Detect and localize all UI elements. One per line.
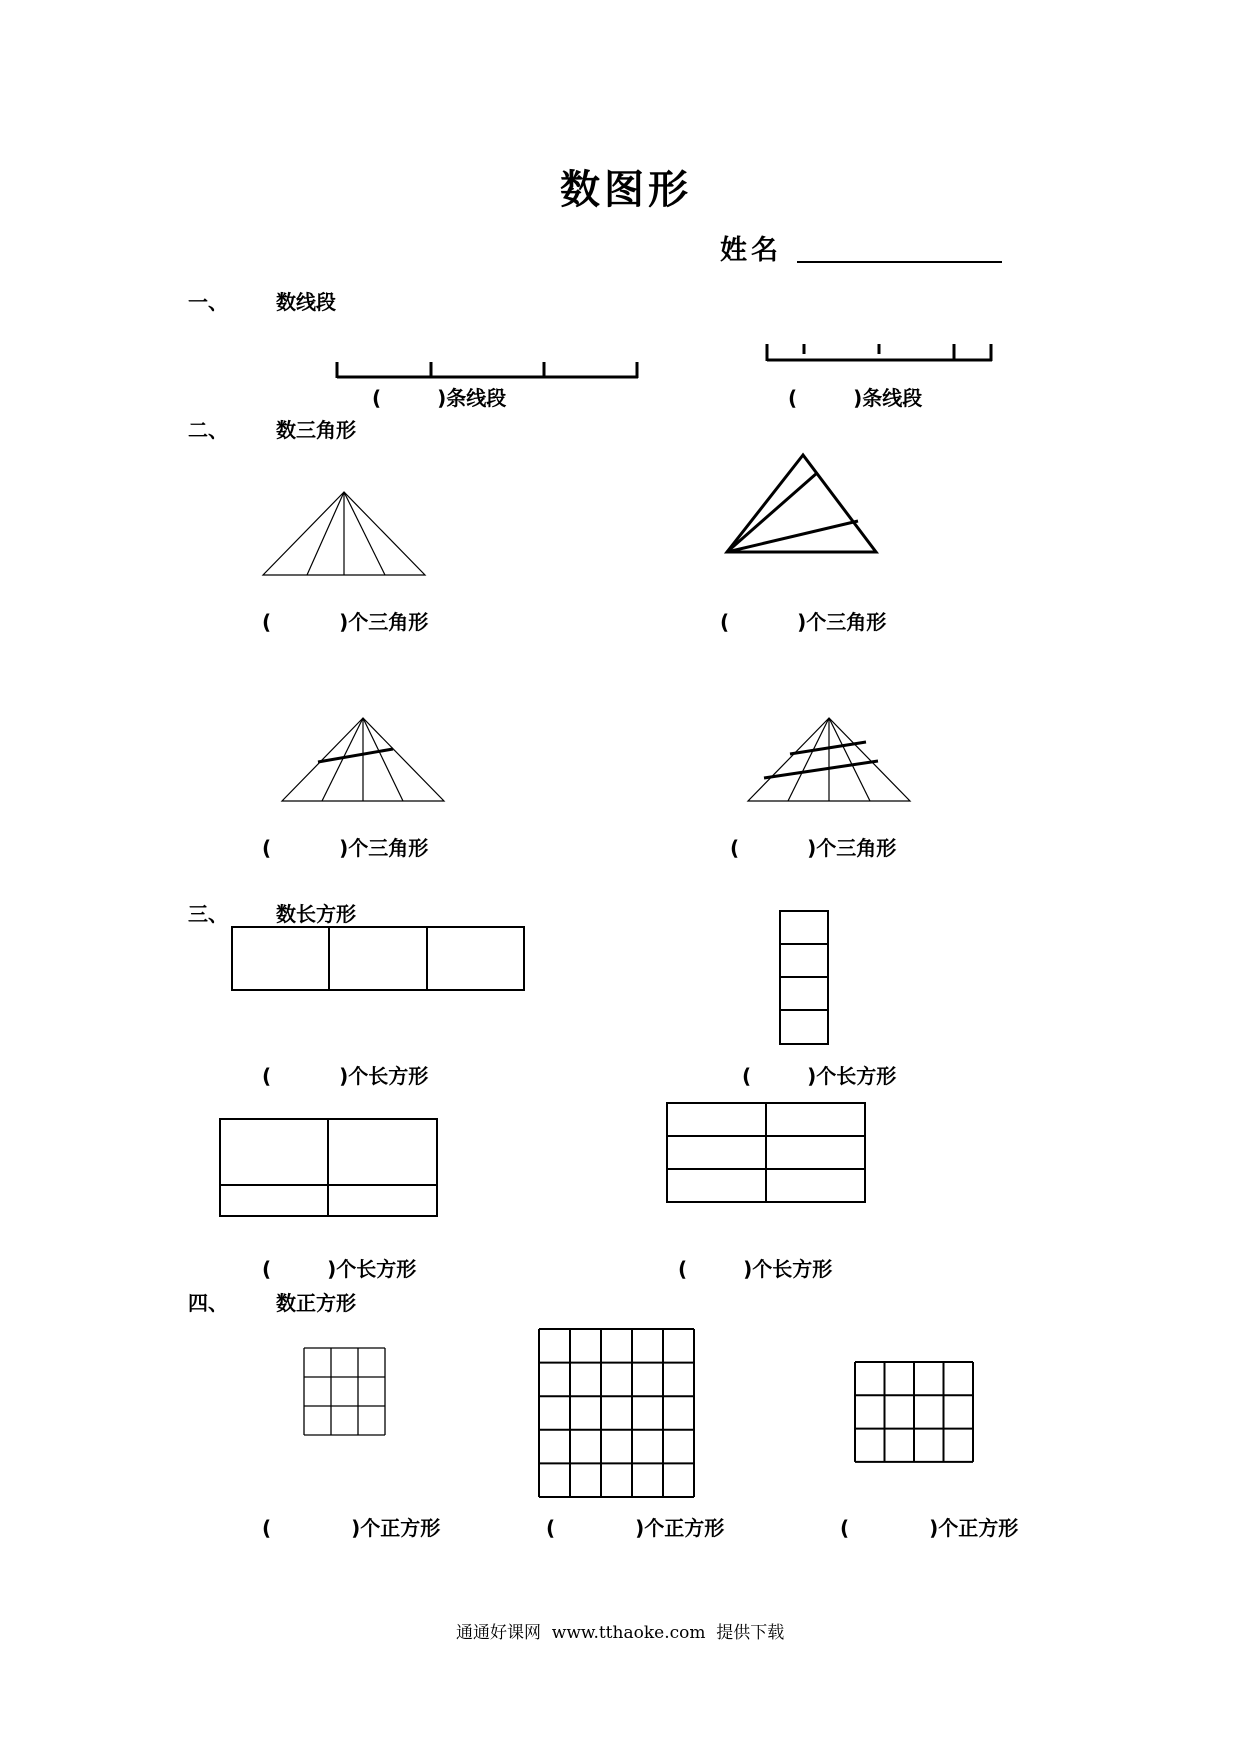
answer-open-paren: ( <box>262 1516 272 1540</box>
answer-unit: 个正方形 <box>644 1516 725 1540</box>
section-number-4: 四、 <box>188 1291 228 1315</box>
answer-unit: 个正方形 <box>938 1516 1019 1540</box>
answer-close-paren: ) <box>807 1064 817 1088</box>
answer-open-paren: ( <box>788 386 798 410</box>
answer-close-paren: ) <box>807 836 817 860</box>
name-label: 姓名 <box>720 235 782 266</box>
answer-unit: 个三角形 <box>816 836 897 860</box>
answer-close-paren: ) <box>339 836 349 860</box>
answer-open-paren: ( <box>742 1064 752 1088</box>
answer-unit: 个长方形 <box>752 1257 833 1281</box>
answer-open-paren: ( <box>678 1257 688 1281</box>
section-number-2: 二、 <box>188 418 228 442</box>
answer-open-paren: ( <box>262 1257 272 1281</box>
section-title-1: 数线段 <box>276 290 336 314</box>
answer-unit: 个长方形 <box>348 1064 429 1088</box>
answer-close-paren: ) <box>339 1064 349 1088</box>
answer-open-paren: ( <box>730 836 740 860</box>
answer-close-paren: ) <box>929 1516 939 1540</box>
answer-squares-2 <box>546 1512 724 1541</box>
section-title-4: 数正方形 <box>276 1291 356 1315</box>
answer-open-paren: ( <box>262 1064 272 1088</box>
answer-close-paren: ) <box>339 610 349 634</box>
answer-close-paren: ) <box>351 1516 361 1540</box>
section-number-1: 一、 <box>188 290 228 314</box>
answer-close-paren: ) <box>635 1516 645 1540</box>
answer-close-paren: ) <box>437 386 447 410</box>
answer-open-paren: ( <box>262 610 272 634</box>
answer-squares-3 <box>840 1512 1018 1541</box>
answer-open-paren: ( <box>262 836 272 860</box>
answer-unit: 个正方形 <box>360 1516 441 1540</box>
answer-unit: 条线段 <box>862 386 923 410</box>
answer-close-paren: ) <box>797 610 807 634</box>
answer-unit: 个长方形 <box>816 1064 897 1088</box>
answer-close-paren: ) <box>743 1257 753 1281</box>
answer-squares-1 <box>262 1512 440 1541</box>
answer-unit: 个长方形 <box>336 1257 417 1281</box>
answer-unit: 个三角形 <box>806 610 887 634</box>
footer-text: 通通好课网 www.tthaoke.com 提供下载 <box>456 1623 785 1643</box>
answer-unit: 个三角形 <box>348 836 429 860</box>
answer-unit: 个三角形 <box>348 610 429 634</box>
answer-open-paren: ( <box>372 386 382 410</box>
section-title-3: 数长方形 <box>276 902 356 926</box>
answer-open-paren: ( <box>840 1516 850 1540</box>
page-title: 数图形 <box>560 166 692 213</box>
answer-open-paren: ( <box>546 1516 556 1540</box>
answer-close-paren: ) <box>327 1257 337 1281</box>
answer-unit: 条线段 <box>446 386 507 410</box>
section-number-3: 三、 <box>188 902 228 926</box>
answer-close-paren: ) <box>853 386 863 410</box>
answer-open-paren: ( <box>720 610 730 634</box>
section-title-2: 数三角形 <box>276 418 356 442</box>
